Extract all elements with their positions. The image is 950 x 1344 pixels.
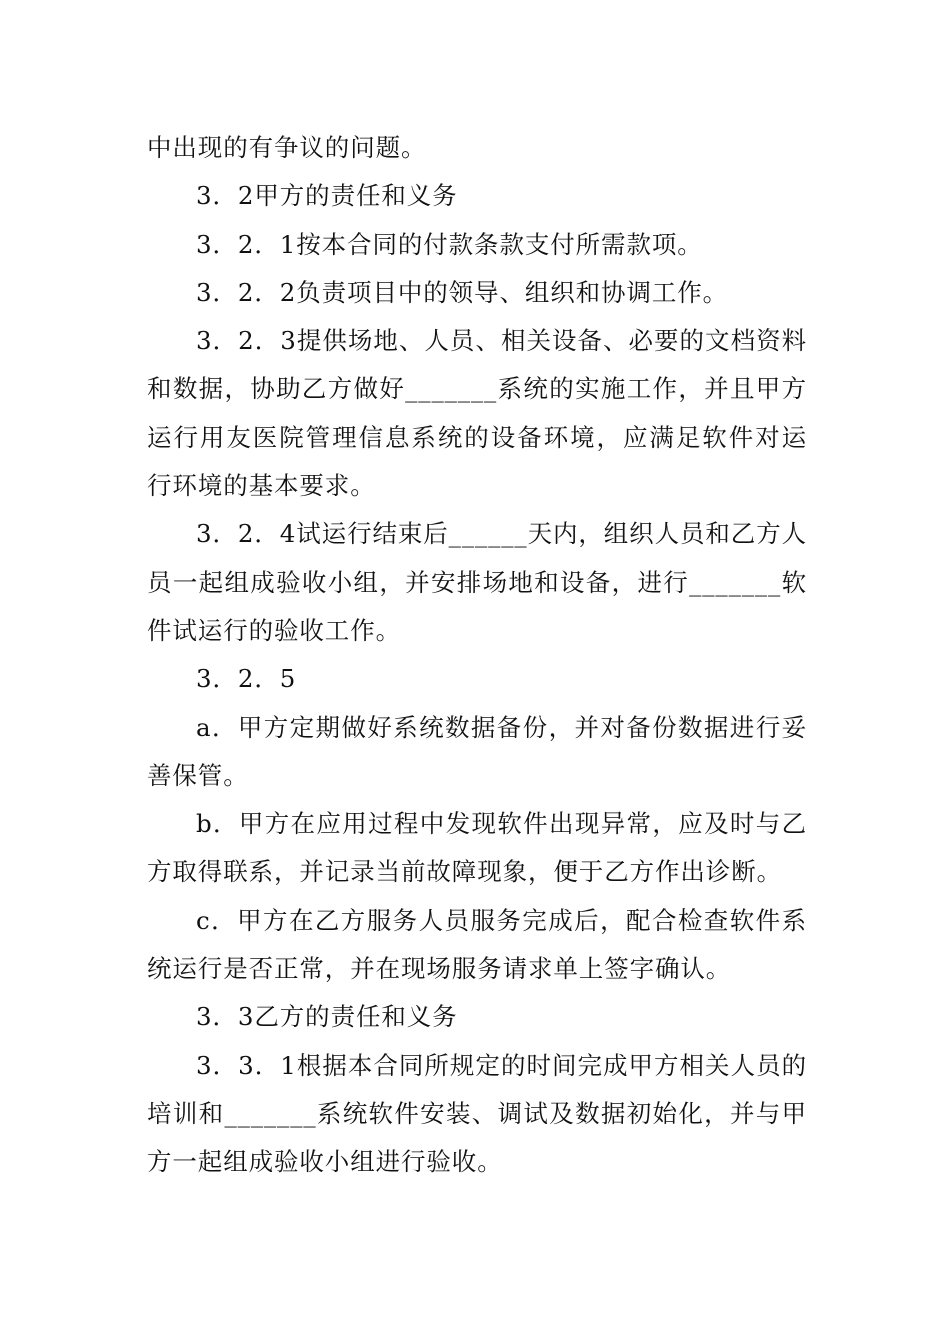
clause-3-2-5: 3．2．5 [196,664,297,694]
clause-3-2-5-a: a．甲方定期做好系统数据备份，并对备份数据进行妥善保管。 [147,712,807,790]
document-body [147,124,807,1187]
clause-3-2-5-c: c．甲方在乙方服务人员服务完成后，配合检查软件系统运行是否正常，并在现场服务请求单上签字确认。 [147,905,807,984]
paragraph-continuation: 中出现的有争议的问题。 [147,133,427,162]
clause-3-2-5-b: b．甲方在应用过程中发现软件出现异常，应及时与乙方取得联系，并记录当前故障现象，便于乙方作出诊断。 [147,809,807,887]
clause-3-3-1: 3．3．1根据本合同所规定的时间完成甲方相关人员的培训和_______系统软件安装、调试及数据初始化，并与甲方一起组成验收小组进行验收。 [147,1050,807,1177]
clause-3-2-1: 3．2．1按本合同的付款条款支付所需款项。 [196,229,703,259]
section-heading-3-2: 3．2甲方的责任和义务 [196,181,458,211]
clause-3-2-2: 3．2．2负责项目中的领导、组织和协调工作。 [196,277,729,307]
clause-3-2-4: 3．2．4试运行结束后______天内，组织人员和乙方人员一起组成验收小组，并安排场地和设备，进行_______软件试运行的验收工作。 [147,519,807,645]
section-heading-3-3: 3．3乙方的责任和义务 [196,1002,458,1032]
clause-3-2-3: 3．2．3提供场地、人员、相关设备、必要的文档资料和数据，协助乙方做好_______系统的实施工作，并且甲方运行用友医院管理信息系统的设备环境，应满足软件对运行环境的基本要求。 [147,326,807,501]
